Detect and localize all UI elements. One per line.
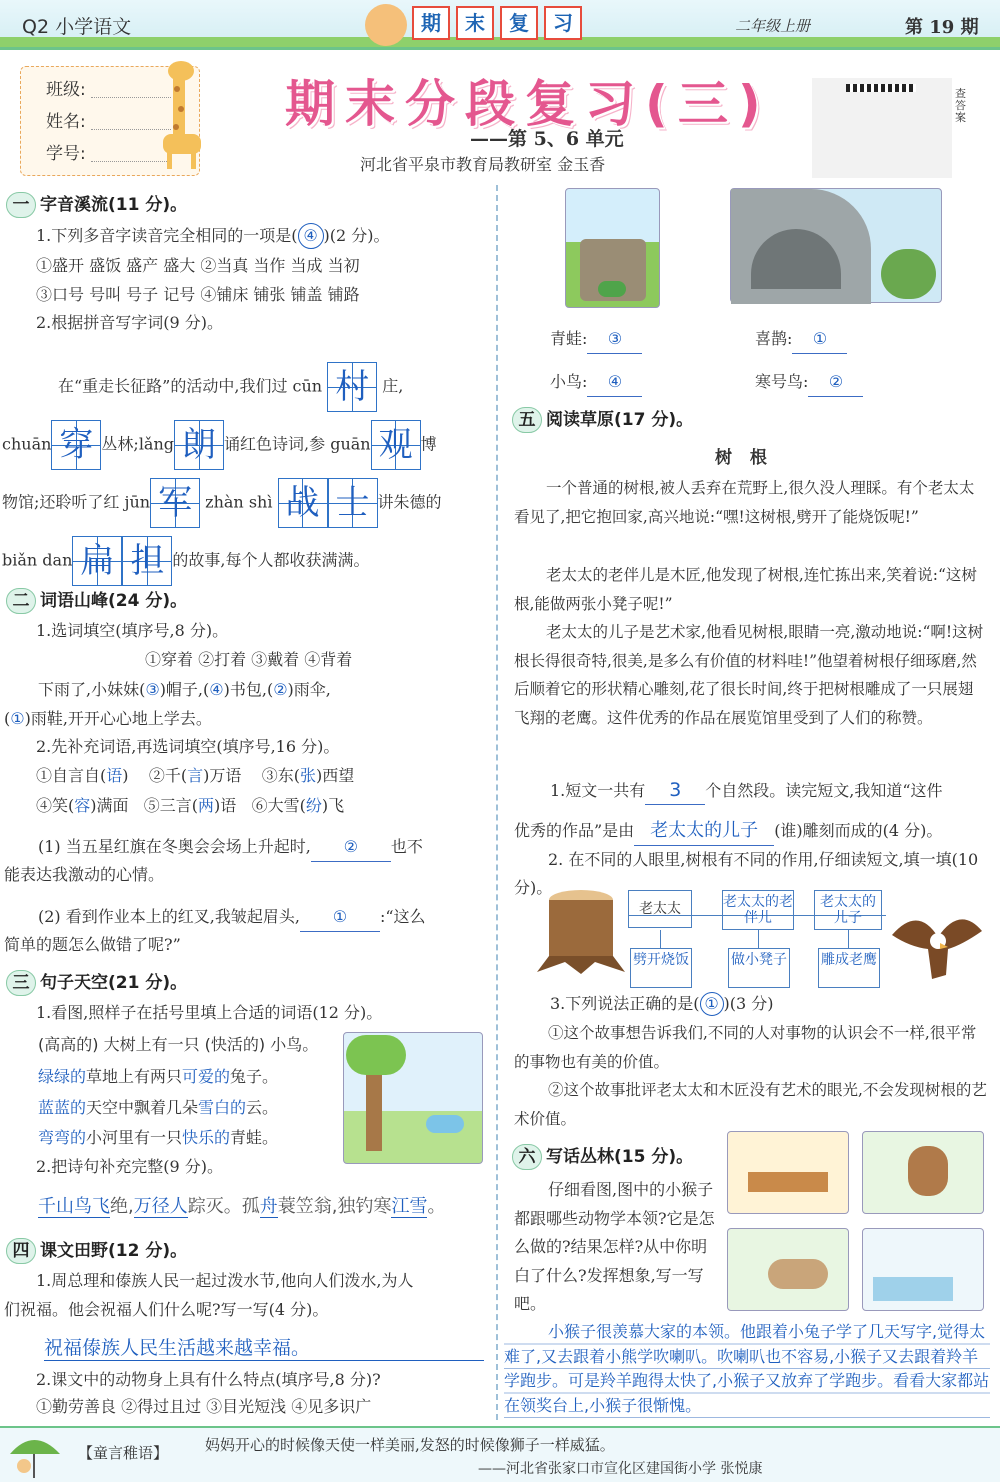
s2-words-row2: ④笑(容)满面 ⑤三言(两)语 ⑥大雪(纷)飞 xyxy=(36,796,345,815)
eagle-icon xyxy=(888,905,984,985)
comic-panel-2 xyxy=(862,1131,984,1214)
s5-q1: 1.短文一共有 3 个自然段。读完短文,我知道“这件 xyxy=(550,776,943,805)
badge-group xyxy=(412,6,588,40)
issue-label: 第 19 期 xyxy=(905,17,979,38)
cold-bird-row: 寒号鸟: ② xyxy=(755,368,863,397)
s6-prompt: 仔细看图,图中的小猴子都跟哪些动物学本领?它是怎么做的?结果怎样?从中你明白了什么?发挥想象,写一写吧。 xyxy=(514,1180,715,1314)
s6-answer: 小猴子很羡慕大家的本领。他跟着小兔子学了几天写字,觉得太难了,又去跟着小熊学吹喇叭。吹喇叭也不容易,小猴子又去跟着羚羊学跑步。可是羚羊跑得太快了,小猴子又放弃了学跑步。看看大家都站在领奖台上,小猴子很惭愧。 xyxy=(504,1320,990,1418)
story-para-1: 一个普通的树根,被人丢弃在荒野上,很久没人理睬。有个老太太看见了,把它抱回家,高兴地说:“嘿!这树根,劈开了能烧饭呢!” xyxy=(514,479,975,526)
tree-stump-icon xyxy=(535,886,627,976)
section-1-heading: 一 字音溪流(11 分)。 xyxy=(6,190,187,218)
story-para-2: 老太太的老伴儿是木匠,他发现了树根,连忙拣出来,笑着说:“这树根,能做两张小凳子呢!” xyxy=(514,566,977,613)
comic-panel-4 xyxy=(862,1228,984,1311)
s3-example: (高高的) 大树上有一只 (快活的) 小鸟。 xyxy=(38,1035,319,1054)
s3-line2: 绿绿的草地上有两只可爱的兔子。 xyxy=(38,1067,279,1086)
s3-line3: 蓝蓝的天空中飘着几朵雪白的云。 xyxy=(38,1098,279,1117)
s5-q3-option-2: ②这个故事批评老太太和木匠没有艺术的眼光,不会发现树根的艺术价值。 xyxy=(514,1081,987,1128)
section-4-heading: 四 课文田野(12 分)。 xyxy=(6,1236,187,1264)
s2-sentence1: (1) 当五星红旗在冬奥会会场上升起时, ② 也不 xyxy=(38,833,423,862)
comic-panel-3 xyxy=(727,1228,849,1311)
s4-answer: 祝福傣族人民生活越来越幸福。 xyxy=(44,1333,484,1361)
s2-fill-line2: (①)雨鞋,开开心心地上学去。 xyxy=(4,709,212,728)
section-2-heading: 二 词语山峰(24 分)。 xyxy=(6,586,187,614)
s2-words-row1: ①自言自(语) ②千(言)万语 ③东(张)西望 xyxy=(36,766,355,785)
s4-q1-cont: 们祝福。他会祝福人们什么呢?写一写(4 分)。 xyxy=(4,1300,329,1319)
class-label: 班级: xyxy=(46,80,86,100)
s5-q1-cont: 优秀的作品”是由 老太太的儿子 (谁)雕刻而成的(4 分)。 xyxy=(514,817,942,846)
s5-q3-option-1: ①这个故事想告诉我们,不同的人对事物的认识会不一样,很平常的事物也有美的价值。 xyxy=(514,1024,977,1071)
column-divider xyxy=(496,185,498,1420)
pinyin-line-1: 在“重走长征路”的活动中,我们过 cūn 村 庄, xyxy=(58,362,403,412)
pinyin-line-4: biǎn dan 扁 担 的故事,每个人都收获满满。 xyxy=(2,536,369,586)
table-top-1: 老太太 xyxy=(628,890,692,928)
table-top-3: 老太太的儿子 xyxy=(814,890,882,930)
s2-sentence1-cont: 能表达我激动的心情。 xyxy=(4,865,165,884)
s2-options: ①穿着 ②打着 ③戴着 ④背着 xyxy=(145,650,353,669)
pinyin-line-3: 物馆;还聆听了红 jūn 军 zhàn shì 战 士 讲朱德的 xyxy=(2,478,442,528)
s1-q1: 1.下列多音字读音完全相同的一项是( ④ )(2 分)。 xyxy=(36,222,390,250)
s3-q2: 2.把诗句补充完整(9 分)。 xyxy=(36,1157,224,1176)
page-header xyxy=(0,0,1000,50)
badge-1: 期 xyxy=(412,6,450,40)
table-bottom-1: 劈开烧饭 xyxy=(630,948,692,988)
page-subtitle: ——第 5、6 单元 xyxy=(470,128,624,150)
s2-fill-line1: 下雨了,小妹妹(③)帽子,(④)书包,(②)雨伞, xyxy=(38,680,331,699)
badge-2: 末 xyxy=(456,6,494,40)
pinyin-line-2: chuān 穿 丛林;lǎng 朗 诵红色诗词,参 guān 观 博 xyxy=(2,420,437,470)
magpie-row: 喜鹊: ① xyxy=(755,325,847,354)
s1-q1-row1: ①盛开 盛饭 盛产 盛大 ②当真 当作 当成 当初 xyxy=(36,256,360,275)
footer-quote: 妈妈开心的时候像天使一样美丽,发怒的时候像狮子一样威猛。 xyxy=(205,1436,615,1454)
story-para-3: 老太太的儿子是艺术家,他看见树根,眼睛一亮,激动地说:“啊!这树根长得很奇特,很美,是多么有价值的材料哇!”他望着树根仔细琢磨,然后顺着它的形状精心雕刻,花了很长时间,终于把树根雕成了一只展翅飞翔的老鹰。这件优秀的作品在展览馆里受到了人们的称赞。 xyxy=(514,623,984,727)
table-bottom-2: 做小凳子 xyxy=(728,948,790,988)
s2-sentence2-cont: 简单的题怎么做错了呢?” xyxy=(4,935,181,954)
qr-code[interactable] xyxy=(812,78,952,178)
child-umbrella-icon xyxy=(4,1430,64,1482)
s3-q1: 1.看图,照样子在括号里填上合适的词语(12 分)。 xyxy=(36,1003,383,1022)
table-bottom-3: 雕成老鹰 xyxy=(818,948,880,988)
s1-q1-row2: ③口号 号叫 号子 记号 ④铺床 铺张 铺盖 铺路 xyxy=(36,285,360,304)
comic-panel-1 xyxy=(727,1131,849,1214)
id-label: 学号: xyxy=(46,144,86,164)
s1-q1-answer: ④ xyxy=(298,223,324,249)
name-label: 姓名: xyxy=(46,112,86,132)
frog-row: 青蛙: ③ xyxy=(550,325,642,354)
footer-label: 【童言稚语】 xyxy=(78,1444,169,1462)
bird-row: 小鸟: ④ xyxy=(550,368,642,397)
badge-3: 复 xyxy=(500,6,538,40)
s2-sentence2: (2) 看到作业本上的红叉,我皱起眉头, ① :“这么 xyxy=(38,903,426,932)
author-line: 河北省平泉市教育局教研室 金玉香 xyxy=(360,155,606,174)
student-info-box xyxy=(20,66,200,176)
s4-options: ①勤劳善良 ②得过且过 ③目光短浅 ④见多识广 xyxy=(36,1397,372,1416)
section-6-heading: 六 写话丛林(15 分)。 xyxy=(512,1142,693,1170)
section-5-heading: 五 阅读草原(17 分)。 xyxy=(512,405,693,433)
badge-4: 习 xyxy=(544,6,582,40)
s3-poem: 千山鸟飞绝,万径人踪灭。孤舟蓑笠翁,独钓寒江雪。 xyxy=(38,1196,446,1217)
s4-q1: 1.周总理和傣族人民一起过泼水节,他向人们泼水,为人 xyxy=(36,1271,414,1290)
cow-mascot-icon xyxy=(365,4,407,46)
s2-q2: 2.先补充词语,再选词填空(填序号,16 分)。 xyxy=(36,737,340,756)
s5-q3: 3.下列说法正确的是( ① )(3 分) xyxy=(550,990,774,1018)
footer xyxy=(0,1426,1000,1482)
footer-source: ——河北省张家口市宣化区建国街小学 张悦康 xyxy=(478,1461,763,1477)
newspaper-name: Q2 小学语文 xyxy=(22,16,132,38)
qr-label: 查答案 xyxy=(955,87,966,124)
s5-q2: 2. 在不同的人眼里,树根有不同的作用,仔细读短文,填一填(10 分)。 xyxy=(514,850,979,897)
cave-bird-picture xyxy=(730,188,942,303)
well-frog-picture xyxy=(565,188,660,308)
section-3-heading: 三 句子天空(21 分)。 xyxy=(6,968,187,996)
table-top-2: 老太太的老伴儿 xyxy=(722,890,794,930)
grade-label: 二年级上册 xyxy=(735,17,811,35)
story-title: 树 根 xyxy=(715,448,773,468)
tree-bird-rabbit-picture xyxy=(343,1032,483,1164)
page-title: 期末分段复习(三) xyxy=(285,75,771,133)
s4-q2: 2.课文中的动物身上具有什么特点(填序号,8 分)? xyxy=(36,1370,381,1389)
s1-q2: 2.根据拼音写字词(9 分)。 xyxy=(36,313,224,332)
giraffe-icon xyxy=(161,59,206,174)
s3-line4: 弯弯的小河里有一只快乐的青蛙。 xyxy=(38,1128,279,1147)
s2-q1: 1.选词填空(填序号,8 分)。 xyxy=(36,621,229,640)
